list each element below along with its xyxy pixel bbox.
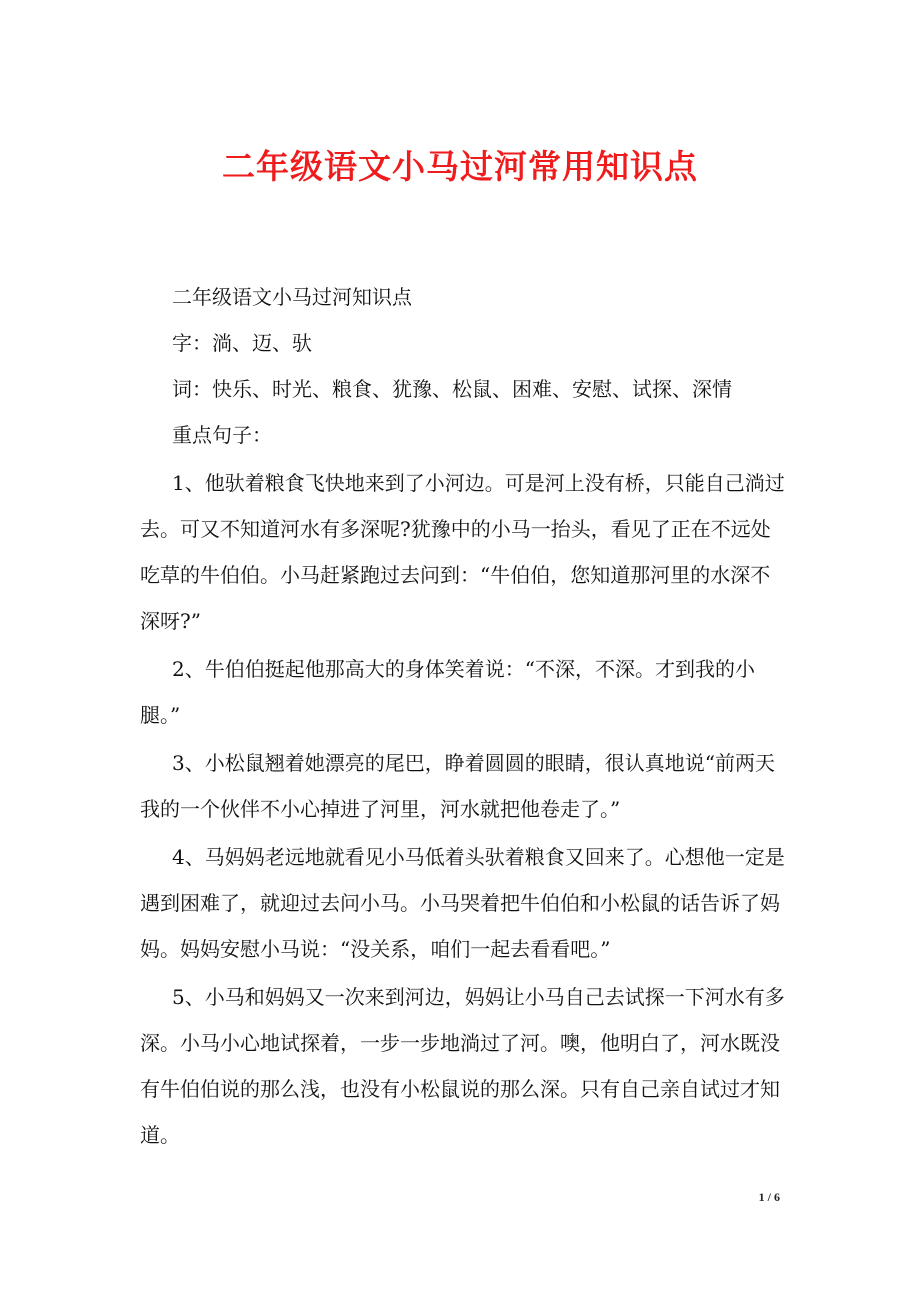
- document-title: 二年级语文小马过河常用知识点: [222, 147, 698, 186]
- paragraph-2: 2、牛伯伯挺起他那高大的身体笑着说：“不深，不深。才到我的小腿。”: [140, 657, 755, 727]
- page-number: 1 / 6: [758, 1190, 780, 1204]
- document-body: [140, 274, 790, 1158]
- paragraph-1: 1、他驮着粮食飞快地来到了小河边。可是河上没有桥，只能自己淌过去。可又不知道河水有多深呢?犹豫中的小马一抬头，看见了正在不远处吃草的牛伯伯。小马赶紧跑过去问到：“牛伯伯，您知道那河里的水深不深呀?”: [140, 471, 785, 633]
- vocabulary-line: 词：快乐、时光、粮食、犹豫、松鼠、困难、安慰、试探、深情: [172, 377, 732, 401]
- paragraph-5: 5、小马和妈妈又一次来到河边，妈妈让小马自己去试探一下河水有多深。小马小心地试探着，一步一步地淌过了河。噢，他明白了，河水既没有牛伯伯说的那么浅，也没有小松鼠说的那么深。只有自己亲自试过才知道。: [140, 985, 785, 1147]
- paragraph-3: 3、小松鼠翘着她漂亮的尾巴，睁着圆圆的眼睛，很认真地说“前两天我的一个伙伴不小心掉进了河里，河水就把他卷走了。”: [140, 751, 775, 821]
- key-sentences-heading: 重点句子：: [172, 423, 272, 447]
- characters-line: 字：淌、迈、驮: [172, 331, 312, 355]
- paragraph-4: 4、马妈妈老远地就看见小马低着头驮着粮食又回来了。心想他一定是遇到困难了，就迎过去问小马。小马哭着把牛伯伯和小松鼠的话告诉了妈妈。妈妈安慰小马说：“没关系，咱们一起去看看吧。”: [140, 845, 785, 961]
- section-heading: 二年级语文小马过河知识点: [172, 285, 412, 309]
